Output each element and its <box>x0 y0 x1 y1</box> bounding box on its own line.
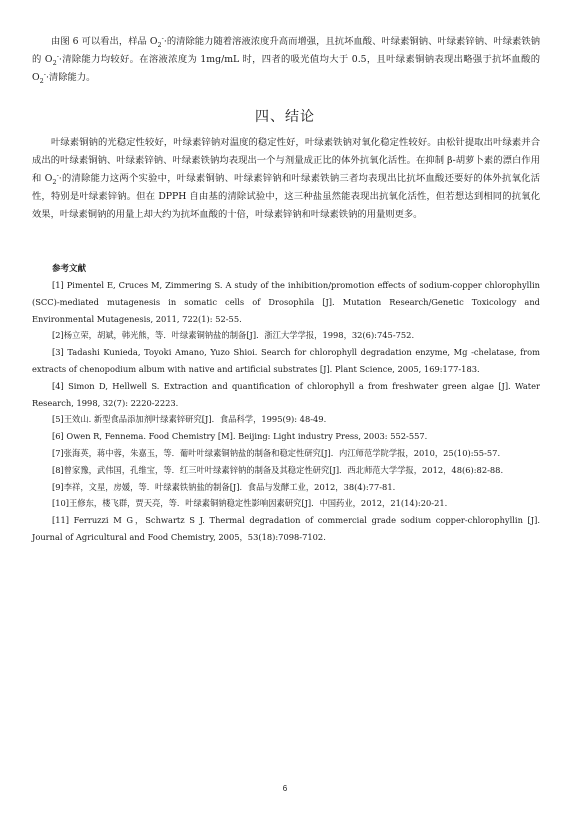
page-number: 6 <box>282 784 288 793</box>
reference-item: [7]张海英，蒋中蓉，朱嘉玉，等．葡叶叶绿素铜钠盐的制备和稳定性研究[J]．内江师范学院学报，2010，25(10):55-57. <box>52 447 501 458</box>
section-heading: 四、结论 <box>255 109 315 125</box>
conclusion-text-2: ·的清除能力这两个实验中，叶绿素铜钠、叶绿素锌钠和叶绿素铁钠三者均表现出比抗坏血酸还要好的体外抗氧化活性，特别是叶绿素锌钠。但在 DPPH 自由基的清除试验中，这三种盐虽然能表现出抗氧化活性，但若想达到相同的抗氧化效果，叶绿素铜钠的用量上却大约为抗坏血酸的十倍，叶绿素锌钠和叶绿素铁钠的用量则更多。 <box>32 173 540 220</box>
intro-sub-2: 2 <box>52 58 57 67</box>
intro-text-3: ·清除能力均较好。在溶液浓度为 1mg/mL 时，四者的吸光值均大于 0.5，且叶绿素铜钠表现出略强于抗坏血酸的 O <box>32 54 540 83</box>
reference-item: [11] Ferruzzi M G，Schwartz S J. Thermal degradation of commercial grade sodium copper-chlorophyllin [J]. Journal of Agricultural and Food Chemistry, 2005，53(18):7098-7102. <box>32 515 540 542</box>
intro-paragraph <box>32 33 540 87</box>
reference-item: [4] Simon D, Hellwell S. Extraction and quantification of chlorophyll a from freshwater green algae [J]. Water Research, 1998, 32(7): 2220-2223. <box>32 380 540 408</box>
reference-item: [8]曾家豫，武伟国，孔维宝，等．红三叶叶绿素锌钠的制备及其稳定性研究[J]．西北师范大学学报，2012，48(6):82-88. <box>52 464 504 475</box>
reference-item: [3] Tadashi Kunieda, Toyoki Amano, Yuzo Shioi. Search for chlorophyll degradation enzyme, Mg -chelatase, from extracts of chenopodium album with native and artificial substrates [J]. Plant Science, 2005, 169:177-183. <box>32 347 540 374</box>
reference-item: [2]杨立荣，胡斌，韩光熊，等．叶绿素铜钠盐的制备[J]．浙江大学学报，1998，32(6):745-752. <box>52 330 415 341</box>
intro-sup-1: - <box>161 33 164 42</box>
reference-item: [9]李祥，文星，房媛，等．叶绿素铁钠盐的制备[J]．食品与发酵工业，2012，38(4):77-81. <box>52 481 396 492</box>
references-heading: 参考文献 <box>52 264 87 274</box>
conclusion-paragraph <box>32 134 540 224</box>
reference-list <box>32 277 540 546</box>
conclusion-text-1: 叶绿素铜钠的光稳定性较好，叶绿素锌钠对温度的稳定性好，叶绿素铁钠对氧化稳定性较好。由松针提取出叶绿素并合成出的叶绿素铜钠、叶绿素锌钠、叶绿素铁钠均表现出一个与剂量成正比的体外抗氧化活性。在抑制 β-胡萝卜素的漂白作用和 O <box>32 137 540 184</box>
intro-sub-1: 2 <box>157 40 162 49</box>
reference-item: [10]王修东，楼飞群，贾天亮，等．叶绿素铜钠稳定性影响因素研究[J]．中国药业，2012，21(14):20-21. <box>52 498 448 509</box>
intro-text-1: 由图 6 可以看出，样品 O <box>51 36 158 47</box>
reference-item: [1] Pimentel E, Cruces M, Zimmering S. A study of the inhibition/promotion effects of sodium-copper chlorophyllin (SCC)-mediated mutagenesis in somatic cells of Drosophila [J]. Mutation Research/Genetic Toxicology and Environmental Mutagenesis, 2011, 722(1): 52-55. <box>32 280 540 324</box>
reference-item: [5]王效山. 新型食品添加剂叶绿素锌研究[J]．食品科学，1995(9): 48-49. <box>52 414 327 425</box>
intro-sup-3: - <box>43 69 46 78</box>
intro-sub-3: 2 <box>39 76 44 85</box>
conclusion-sub: 2 <box>52 177 57 186</box>
intro-text-2: ·的清除能力随着溶液浓度升高而增强，且抗坏血酸、叶绿素铜钠、叶绿素锌钠、叶绿素铁钠的 O <box>32 36 540 65</box>
intro-sup-2: - <box>56 51 59 60</box>
reference-item: [6] Owen R, Fennema. Food Chemistry [M]. Beijing: Light industry Press, 2003: 552-557. <box>52 431 428 442</box>
conclusion-sup: - <box>56 170 59 179</box>
intro-text-4: ·清除能力。 <box>45 72 96 83</box>
